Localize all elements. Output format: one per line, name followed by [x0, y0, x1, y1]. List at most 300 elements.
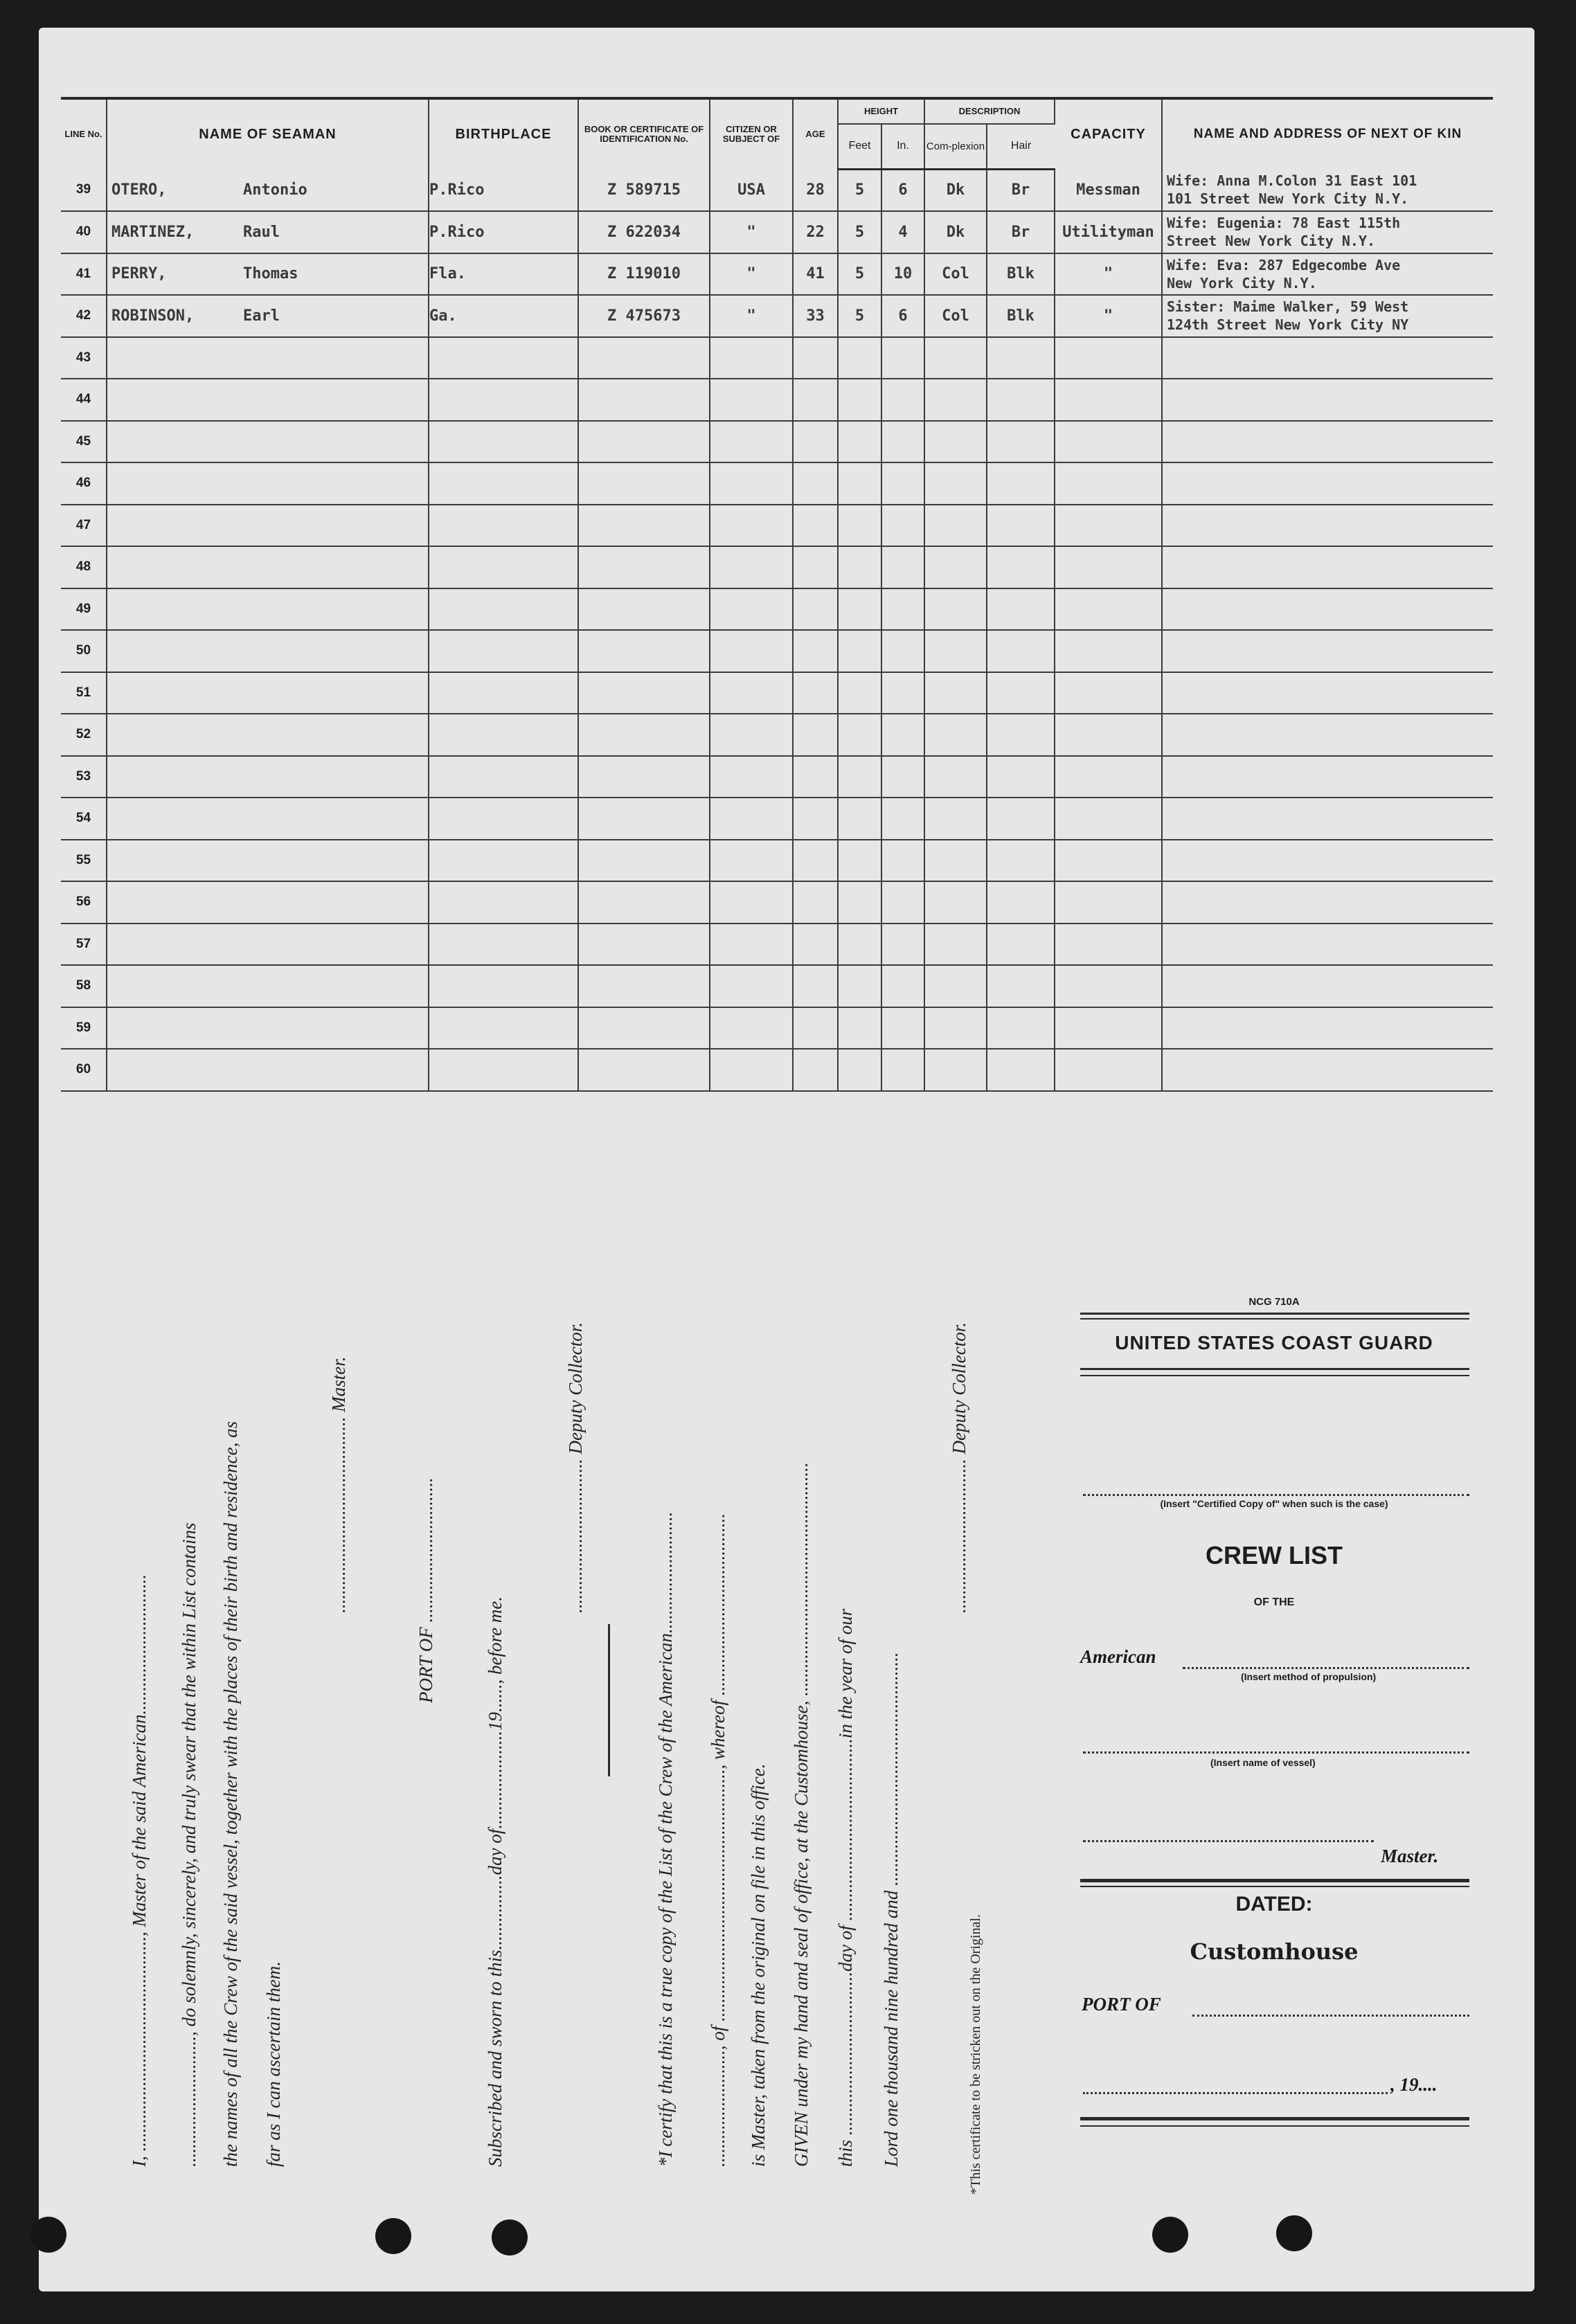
form-number: NCG 710A	[1248, 1296, 1300, 1308]
inches-cell: 10	[881, 253, 924, 296]
birthplace-cell: Fla.	[429, 253, 578, 296]
inches-cell	[881, 714, 924, 756]
book-cell: Z 475673	[578, 295, 710, 337]
line-number-cell: 51	[61, 672, 107, 714]
book-cell	[578, 1049, 710, 1091]
next-of-kin-cell	[1162, 379, 1493, 421]
seaman-name-cell	[107, 881, 429, 924]
book-cell	[578, 1007, 710, 1050]
age-cell	[793, 337, 838, 379]
birthplace-cell	[429, 714, 578, 756]
inches-cell	[881, 1049, 924, 1091]
crew-list-title: CREW LIST	[1206, 1541, 1343, 1569]
table-row	[61, 588, 1493, 631]
book-cell	[578, 546, 710, 588]
inches-cell	[881, 965, 924, 1007]
given-name: Thomas	[243, 265, 298, 283]
citizen-cell: "	[710, 253, 793, 296]
next-of-kin-cell	[1162, 756, 1493, 798]
hair-cell	[987, 588, 1055, 631]
table-row	[61, 840, 1493, 882]
feet-cell: 5	[838, 295, 881, 337]
birthplace-cell	[429, 798, 578, 840]
next-of-kin-cell	[1162, 337, 1493, 379]
book-cell	[578, 337, 710, 379]
line-number-cell: 40	[61, 211, 107, 253]
age-cell	[793, 672, 838, 714]
capacity-cell: Messman	[1055, 169, 1162, 211]
book-cell	[578, 881, 710, 924]
seaman-name-cell	[107, 840, 429, 882]
birthplace-cell	[429, 840, 578, 882]
capacity-cell	[1055, 881, 1162, 924]
citizen-cell	[710, 630, 793, 672]
table-row	[61, 546, 1493, 588]
divider-mark	[608, 1624, 610, 1776]
feet-cell	[838, 714, 881, 756]
inches-cell	[881, 924, 924, 966]
complexion-cell	[924, 630, 987, 672]
citizen-cell: USA	[710, 169, 793, 211]
hair-cell	[987, 714, 1055, 756]
line-number-cell: 54	[61, 798, 107, 840]
line-number-cell: 59	[61, 1007, 107, 1050]
line-number-cell: 58	[61, 965, 107, 1007]
hair-cell	[987, 756, 1055, 798]
birthplace-cell	[429, 546, 578, 588]
citizen-cell	[710, 421, 793, 463]
age-cell	[793, 546, 838, 588]
seaman-name-cell	[107, 295, 429, 337]
book-cell	[578, 505, 710, 547]
hair-cell	[987, 546, 1055, 588]
complexion-cell: Col	[924, 253, 987, 296]
capacity-cell	[1055, 924, 1162, 966]
hair-cell: Blk	[987, 253, 1055, 296]
capacity-cell	[1055, 421, 1162, 463]
oath-master-signature: .......................................... Master.	[328, 1356, 349, 1613]
complexion-cell	[924, 462, 987, 505]
age-cell	[793, 588, 838, 631]
given-name: Earl	[243, 307, 280, 325]
header-complexion: Com-plexion	[924, 124, 987, 169]
seaman-name-cell	[107, 798, 429, 840]
inches-cell	[881, 756, 924, 798]
propulsion-line	[1183, 1667, 1469, 1669]
header-citizen: CITIZEN OR SUBJECT OF	[710, 98, 793, 169]
dated-label: DATED:	[1235, 1893, 1313, 1916]
given-name: Raul	[243, 223, 280, 241]
next-of-kin-cell	[1162, 1007, 1493, 1050]
citizen-cell: "	[710, 211, 793, 253]
book-cell	[578, 379, 710, 421]
hair-cell	[987, 672, 1055, 714]
capacity-cell	[1055, 798, 1162, 840]
birthplace-cell	[429, 337, 578, 379]
seaman-name-cell	[107, 379, 429, 421]
citizen-cell	[710, 924, 793, 966]
seaman-name-cell	[107, 546, 429, 588]
seaman-name-cell	[107, 924, 429, 966]
table-row	[61, 924, 1493, 966]
seaman-name-cell	[107, 1049, 429, 1091]
hair-cell	[987, 379, 1055, 421]
table-row	[61, 169, 1493, 211]
header-description: DESCRIPTION	[924, 98, 1055, 124]
punch-hole	[30, 2217, 66, 2253]
birthplace-cell: P.Rico	[429, 211, 578, 253]
hair-cell	[987, 421, 1055, 463]
capacity-cell	[1055, 462, 1162, 505]
inches-cell	[881, 462, 924, 505]
age-cell: 28	[793, 169, 838, 211]
line-number-cell: 44	[61, 379, 107, 421]
next-of-kin-cell	[1162, 421, 1493, 463]
citizen-cell	[710, 1049, 793, 1091]
date-line	[1083, 2092, 1388, 2094]
age-cell	[793, 714, 838, 756]
seaman-name-cell	[107, 337, 429, 379]
complexion-cell	[924, 714, 987, 756]
feet-cell: 5	[838, 253, 881, 296]
age-cell	[793, 505, 838, 547]
capacity-cell	[1055, 672, 1162, 714]
surname: ROBINSON,	[111, 307, 195, 325]
feet-cell	[838, 1049, 881, 1091]
complexion-cell: Dk	[924, 211, 987, 253]
table-row	[61, 462, 1493, 505]
inches-cell	[881, 546, 924, 588]
header-line-no: LINE No.	[61, 98, 107, 169]
complexion-cell	[924, 546, 987, 588]
oath-port-of: PORT OF ...............................	[415, 1477, 436, 1703]
age-cell	[793, 756, 838, 798]
certificate-line-4: GIVEN under my hand and seal of office, at the Customhouse, ..................................................	[791, 1462, 812, 2167]
birthplace-cell	[429, 1007, 578, 1050]
punch-hole	[1152, 2217, 1188, 2253]
age-cell	[793, 421, 838, 463]
book-cell	[578, 714, 710, 756]
complexion-cell	[924, 1049, 987, 1091]
inches-cell	[881, 798, 924, 840]
birthplace-cell: P.Rico	[429, 169, 578, 211]
kin-line-1: Wife: Eva: 287 Edgecombe Ave	[1167, 256, 1401, 273]
feet-cell: 5	[838, 169, 881, 211]
feet-cell	[838, 881, 881, 924]
complexion-cell	[924, 379, 987, 421]
next-of-kin-cell	[1162, 840, 1493, 882]
capacity-cell	[1055, 588, 1162, 631]
kin-line-2: New York City N.Y.	[1167, 274, 1317, 291]
inches-cell: 4	[881, 211, 924, 253]
citizen-cell	[710, 379, 793, 421]
complexion-cell	[924, 588, 987, 631]
line-number-cell: 39	[61, 169, 107, 211]
oath-deputy-collector: ................................. Deputy Collector.	[565, 1322, 586, 1613]
table-row	[61, 630, 1493, 672]
header-age: AGE	[793, 98, 838, 169]
book-cell	[578, 840, 710, 882]
seaman-name-cell	[107, 714, 429, 756]
given-name: Antonio	[243, 181, 307, 199]
citizen-cell	[710, 881, 793, 924]
next-of-kin-cell	[1162, 1049, 1493, 1091]
table-row	[61, 1049, 1493, 1091]
birthplace-cell	[429, 672, 578, 714]
of-the-label: OF THE	[1253, 1596, 1295, 1608]
complexion-cell	[924, 505, 987, 547]
birthplace-cell	[429, 881, 578, 924]
table-row	[61, 798, 1493, 840]
hair-cell: Blk	[987, 295, 1055, 337]
capacity-cell: "	[1055, 253, 1162, 296]
certificate-footnote: *This certificate to be stricken out on the Original.	[968, 1914, 983, 2195]
oath-line-1: I, .............................................., Master of the said American..............................	[129, 1574, 150, 2167]
inches-cell: 6	[881, 169, 924, 211]
feet-cell	[838, 1007, 881, 1050]
table-row	[61, 253, 1493, 296]
line-number-cell: 45	[61, 421, 107, 463]
capacity-cell	[1055, 630, 1162, 672]
table-row	[61, 505, 1493, 547]
hair-cell	[987, 840, 1055, 882]
age-cell	[793, 1049, 838, 1091]
hair-cell	[987, 337, 1055, 379]
complexion-cell	[924, 337, 987, 379]
age-cell	[793, 1007, 838, 1050]
inches-cell	[881, 379, 924, 421]
table-row	[61, 756, 1493, 798]
kin-line-2: 124th Street New York City NY	[1167, 316, 1409, 334]
hair-cell	[987, 630, 1055, 672]
table-row	[61, 714, 1493, 756]
age-cell	[793, 798, 838, 840]
port-of-label: PORT OF	[1082, 1994, 1161, 2015]
insert-certified-note: (Insert "Certified Copy of" when such is the case)	[1160, 1498, 1388, 1509]
vessel-name-line	[1083, 1751, 1469, 1754]
complexion-cell: Dk	[924, 169, 987, 211]
book-cell	[578, 421, 710, 463]
next-of-kin-cell	[1162, 924, 1493, 966]
capacity-cell: Utilityman	[1055, 211, 1162, 253]
kin-line-2: 101 Street New York City N.Y.	[1167, 190, 1409, 207]
inches-cell	[881, 505, 924, 547]
header-feet: Feet	[838, 124, 881, 169]
line-number-cell: 50	[61, 630, 107, 672]
table-row	[61, 295, 1493, 337]
surname: OTERO,	[111, 181, 167, 199]
hair-cell	[987, 1049, 1055, 1091]
seaman-name-cell	[107, 211, 429, 253]
complexion-cell	[924, 840, 987, 882]
capacity-cell	[1055, 337, 1162, 379]
inches-cell	[881, 630, 924, 672]
book-cell: Z 589715	[578, 169, 710, 211]
age-cell	[793, 462, 838, 505]
book-cell	[578, 924, 710, 966]
inches-cell	[881, 881, 924, 924]
line-number-cell: 42	[61, 295, 107, 337]
book-cell	[578, 798, 710, 840]
line-number-cell: 53	[61, 756, 107, 798]
kin-line-1: Sister: Maime Walker, 59 West	[1167, 298, 1409, 316]
hair-cell	[987, 462, 1055, 505]
feet-cell	[838, 798, 881, 840]
seaman-name-cell	[107, 630, 429, 672]
master-label: Master.	[1381, 1846, 1439, 1866]
citizen-cell: "	[710, 295, 793, 337]
capacity-cell	[1055, 965, 1162, 1007]
capacity-cell	[1055, 756, 1162, 798]
book-cell: Z 119010	[578, 253, 710, 296]
book-cell	[578, 630, 710, 672]
birthplace-cell	[429, 756, 578, 798]
kin-line-1: Wife: Anna M.Colon 31 East 101	[1167, 172, 1417, 189]
inches-cell	[881, 672, 924, 714]
age-cell	[793, 881, 838, 924]
age-cell	[793, 965, 838, 1007]
hair-cell: Br	[987, 169, 1055, 211]
header-hair: Hair	[987, 124, 1055, 169]
capacity-cell	[1055, 840, 1162, 882]
birthplace-cell	[429, 965, 578, 1007]
line-number-cell: 48	[61, 546, 107, 588]
feet-cell	[838, 965, 881, 1007]
hair-cell: Br	[987, 211, 1055, 253]
age-cell: 22	[793, 211, 838, 253]
birthplace-cell	[429, 630, 578, 672]
header-name-of-seaman: NAME OF SEAMAN	[107, 98, 429, 169]
next-of-kin-cell	[1162, 462, 1493, 505]
table-row	[61, 379, 1493, 421]
hair-cell	[987, 1007, 1055, 1050]
book-cell	[578, 588, 710, 631]
inches-cell	[881, 421, 924, 463]
header-birthplace: BIRTHPLACE	[429, 98, 578, 169]
citizen-cell	[710, 546, 793, 588]
feet-cell	[838, 840, 881, 882]
line-number-cell: 56	[61, 881, 107, 924]
capacity-cell	[1055, 546, 1162, 588]
complexion-cell	[924, 756, 987, 798]
book-cell: Z 622034	[578, 211, 710, 253]
citizen-cell	[710, 798, 793, 840]
next-of-kin-cell	[1162, 714, 1493, 756]
american-label: American	[1080, 1646, 1156, 1667]
oath-line-2: ............................, do solemnly, sincerely, and truly swear that the within List contains	[179, 1522, 199, 2167]
feet-cell	[838, 505, 881, 547]
next-of-kin-cell	[1162, 881, 1493, 924]
port-line	[1192, 2015, 1469, 2017]
age-cell: 41	[793, 253, 838, 296]
next-of-kin-cell	[1162, 505, 1493, 547]
feet-cell	[838, 421, 881, 463]
citizen-cell	[710, 505, 793, 547]
table-row	[61, 672, 1493, 714]
citizen-cell	[710, 672, 793, 714]
citizen-cell	[710, 840, 793, 882]
certificate-line-2: ........................., of ......................................................, whereof .......................................	[708, 1513, 728, 2167]
line-number-cell: 46	[61, 462, 107, 505]
age-cell	[793, 379, 838, 421]
birthplace-cell: Ga.	[429, 295, 578, 337]
punch-hole	[1276, 2215, 1312, 2251]
seaman-name-cell	[107, 756, 429, 798]
feet-cell	[838, 546, 881, 588]
certificate-line-3: is Master, taken from the original on file in this office.	[748, 1763, 769, 2167]
agency-title: UNITED STATES COAST GUARD	[1115, 1332, 1433, 1353]
book-cell	[578, 672, 710, 714]
book-cell	[578, 756, 710, 798]
seaman-name-cell	[107, 672, 429, 714]
seaman-name-cell	[107, 421, 429, 463]
inches-cell	[881, 588, 924, 631]
complexion-cell	[924, 1007, 987, 1050]
hair-cell	[987, 505, 1055, 547]
capacity-cell	[1055, 714, 1162, 756]
punch-hole	[375, 2218, 411, 2254]
citizen-cell	[710, 756, 793, 798]
citizen-cell	[710, 337, 793, 379]
citizen-cell	[710, 714, 793, 756]
citizen-cell	[710, 965, 793, 1007]
oath-line-4: far as I can ascertain them.	[263, 1961, 284, 2167]
header-capacity: CAPACITY	[1055, 98, 1162, 169]
complexion-cell: Col	[924, 295, 987, 337]
citizen-cell	[710, 588, 793, 631]
inches-cell	[881, 1007, 924, 1050]
feet-cell	[838, 756, 881, 798]
hair-cell	[987, 881, 1055, 924]
feet-cell	[838, 588, 881, 631]
oath-subscribed: Subscribed and sworn to this................day of.....................19......, before me.	[485, 1596, 505, 2167]
inches-cell	[881, 337, 924, 379]
seaman-name-cell	[107, 505, 429, 547]
birthplace-cell	[429, 924, 578, 966]
kin-line-1: Wife: Eugenia: 78 East 115th	[1167, 215, 1401, 232]
next-of-kin-cell	[1162, 588, 1493, 631]
birthplace-cell	[429, 1049, 578, 1091]
next-of-kin-cell	[1162, 798, 1493, 840]
capacity-cell	[1055, 1049, 1162, 1091]
insert-vessel-note: (Insert name of vessel)	[1210, 1757, 1316, 1768]
table-row	[61, 421, 1493, 463]
certificate-line-6: Lord one thousand nine hundred and ..................................................	[881, 1652, 902, 2167]
master-line	[1083, 1840, 1374, 1842]
hair-cell	[987, 924, 1055, 966]
header-inches: In.	[881, 124, 924, 169]
birthplace-cell	[429, 462, 578, 505]
line-number-cell: 47	[61, 505, 107, 547]
insert-method-note: (Insert method of propulsion)	[1241, 1671, 1377, 1682]
crew-table	[61, 97, 1493, 1092]
next-of-kin-cell	[1162, 169, 1493, 211]
complexion-cell	[924, 421, 987, 463]
next-of-kin-cell	[1162, 546, 1493, 588]
next-of-kin-cell	[1162, 630, 1493, 672]
birthplace-cell	[429, 379, 578, 421]
seaman-name-cell	[107, 462, 429, 505]
seaman-name-cell	[107, 253, 429, 296]
book-cell	[578, 965, 710, 1007]
feet-cell	[838, 630, 881, 672]
complexion-cell	[924, 881, 987, 924]
header-height: HEIGHT	[838, 98, 924, 124]
customhouse-label: Customhouse	[1190, 1938, 1359, 1965]
year-label: , 19....	[1390, 2074, 1438, 2095]
feet-cell	[838, 337, 881, 379]
feet-cell	[838, 924, 881, 966]
